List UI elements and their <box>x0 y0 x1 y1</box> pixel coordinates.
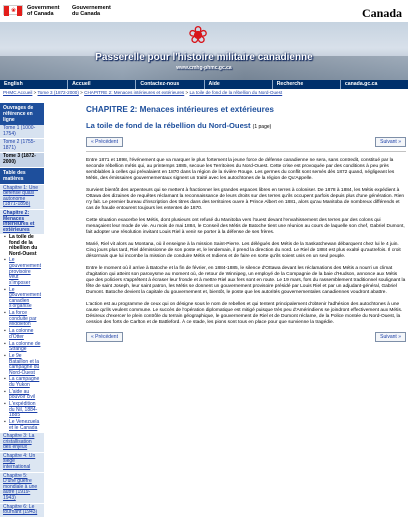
menu-canada-gc-ca-link[interactable]: canada.gc.ca <box>344 81 378 87</box>
page-count: (1 page) <box>252 124 272 130</box>
pager-top <box>86 137 406 147</box>
canada-flag-icon: ❀ <box>3 5 23 15</box>
canada-wordmark: Canada <box>361 6 402 20</box>
nav-chapter-link[interactable]: Chapitre 6: Le tournant (1943) <box>0 504 44 517</box>
common-menu-bar <box>0 80 408 89</box>
nav-chapter-link[interactable]: Chapitre 5: D'une guerre mondiale à une autre (1919-1943) <box>0 473 44 503</box>
nav-chapter-link[interactable]: Chapitre 3: La cristallisation des enjeux <box>0 433 44 452</box>
government-header <box>0 0 408 22</box>
paragraph: Entre 1871 et 1898, l'événement que va marquer le plus fortement la jeune force de défense canadienne ne sera, sans contredit, constitué par la seconde rébellion métis qui, au printemps 1885, secoue les Territoires du Nord-Ouest. Cette crise est provoquée par des conditions à peu près semblables à celles qui prévalaient en 1870 dans la région de la rivière Rouge. Les germes du conflit sont semés dès 1872 quand, négligeant les Métis, des émissaires gouvernementaux signent un traité avec les autochtones de la région de Qu'Appelle. <box>86 158 395 181</box>
menu-contactez-nous-link[interactable]: Contactez-nous <box>136 80 204 89</box>
breadcrumb-chapter2-link[interactable]: CHAPITRE 2: Menaces intérieures et extérieures <box>84 90 185 95</box>
paragraph: Marié, Riel vit alors au Montana, où il enseigne à la mission Saint-Pierre. Les délégués des Métis de la Saskatchewan débarquent chez lui le 4 juin. Cinq jours plus tard, Riel démissionne de son poste et, le lendemain, il prend la direction du nord. Le Riel de 1884 est plus exalté qu'autrefois. Il croit désormais que lui incombe la mission de conduire Métis et Indiens et de faire en sorte qu'ils soient unis en un seul peuple. <box>86 242 401 259</box>
gouvernement-du-canada-label: Gouvernement du Canada <box>72 5 111 17</box>
nav-section-link[interactable]: ▪ Le 9e Bataillon et la campagne du Nord-Ouest <box>0 353 44 377</box>
breadcrumb-current-link[interactable]: La toile de fond de la rébellion du Nord-Ouest <box>189 90 283 95</box>
toc-heading: Table des matières <box>0 168 44 184</box>
divider <box>86 151 406 152</box>
maple-leaf-icon: ❀ <box>188 22 209 49</box>
nav-section-link[interactable]: ▪ La colonne d'Otter <box>0 329 44 341</box>
site-title: Passerelle pour l'histoire militaire canadienne <box>95 52 313 63</box>
next-button-top[interactable]: Suivant » <box>375 137 406 147</box>
article-body <box>86 158 406 326</box>
left-navigation <box>0 103 44 516</box>
menu-english-link[interactable]: English <box>0 80 68 89</box>
site-url: www.cmhg-phmc.gc.ca <box>176 65 232 71</box>
nav-section-link[interactable]: ▪ La toile de fond de la rébellion du Nord-Ouest <box>0 234 44 258</box>
previous-button-top[interactable]: « Précédent <box>86 137 123 147</box>
nav-section-link[interactable]: ▪ Le gouvernement canadien s'organise <box>0 287 44 311</box>
menu-accueil-link[interactable]: Accueil <box>68 80 136 89</box>
paragraph: Survient bientôt des arpenteurs qui se mettent à fractionner les grandes espaces libres en terres à coloniser. De 1878 à 1884, les Métis expédient à Ottawa des dizaines de requêtes réclamant la reconnaissance de leurs droits sur des terres qu'ils occupent parfois depuis plus d'une génération. Rien n'y fait. Le premier bureau d'inscription des titres dans des territoires ouvre à Prince Albert en 1881, alors qu'au Manitoba de nombreux différends et cas de fraude entourent toujours les ententes de 1870. <box>86 188 405 211</box>
page-title: La toile de fond de la rébellion du Nord-Ouest (1 page) <box>86 121 272 130</box>
next-button-bottom[interactable]: Suivant » <box>375 332 406 342</box>
menu-aide-link[interactable]: Aide <box>205 80 273 89</box>
nav-tome-3[interactable]: Tome 3 (1872-2000) <box>0 153 44 167</box>
breadcrumb-tome3-link[interactable]: Tome 3 (1872-2000) <box>37 90 79 95</box>
nav-tome-1[interactable]: Tome 1 (1000-1754) <box>0 125 44 139</box>
nav-section-link[interactable]: ▪ L'expédition du Nil, 1884-1885 <box>0 402 44 420</box>
menu-recherche-link[interactable]: Recherche <box>273 80 341 89</box>
nav-section-link[interactable]: ▪ Le Venezuela et le Canada <box>0 420 44 432</box>
site-banner <box>0 22 408 80</box>
nav-section-link[interactable]: ▪ La colonne de Strange <box>0 341 44 353</box>
paragraph: Cette situation exacerbe les Métis, dont plusieurs ont refusé du Manitoba vers l'ouest devant l'envahissement des terres par des colons qui menaçaient leur mode de vie. Au mois de mai 1884, le Conseil des Métis de Batoche tient une réunion au cours de laquelle son chef, Gabriel Dumont, fait adopter une résolution invitant Louis Riel à venir se porter à la défense de ses frères. <box>86 218 405 235</box>
government-of-canada-label: Government of Canada <box>27 5 60 17</box>
nav-heading: Ouvrages de référence en ligne <box>0 103 44 125</box>
nav-chapter-link[interactable]: Chapitre 2: Menaces intérieures et extérieures <box>0 210 44 234</box>
breadcrumb: PHMC Accueil > Tome 3 (1872-2000) > CHAPITRE 2: Menaces intérieures et extérieures > La toile de fond de la rébellion du Nord-Ouest <box>3 90 283 95</box>
previous-button-bottom[interactable]: « Précédent <box>86 332 123 342</box>
chapter-title: CHAPITRE 2: Menaces intérieures et extérieures <box>86 105 274 114</box>
nav-tome-2[interactable]: Tome 2 (1755-1871) <box>0 139 44 153</box>
breadcrumb-home-link[interactable]: PHMC Accueil <box>3 90 33 95</box>
pager-bottom <box>86 332 406 342</box>
paragraph: Entre le moment où il arrive à Batoche et la fin de février, en 1884-1885, le silence d'Ottawa devant les réclamations des Métis a nourri un climat d'agitation qui atteint son paroxysme au moment où, de retour de Winnipeg, un employé de la Compagnie de la baie d'Hudson, annonce aux Métis que des policiers s'apprêtent à écraser leur fronde et à mettre Riel aux fers sont en route. Le 19 mars, fors du rassemblement traditionnel soulignant la fête de saint Joseph, leur saint patron, les Métis se donnent un gouvernement provisoire présidé par Louis Riel et par un adjudant-général, Gabriel Dumont. Batoche devient la capitale du gouvernement et, bientôt, le poste que les autorités gouvernementales canadiennes voudront abattre. <box>86 266 406 295</box>
main-content <box>86 104 406 342</box>
nav-chapter-link[interactable]: Chapitre 1: Une défense quasi autonome (1871-1898) <box>0 185 44 209</box>
nav-section-link[interactable]: ▪ L'aide au pouvoir civil <box>0 389 44 401</box>
nav-section-link[interactable]: ▪ La campagne du Yukon <box>0 377 44 389</box>
paragraph: L'action est au programme de ceux qui on désigne sous le nom de rebelles et qui tentent principalement d'obtenir l'adhésion des autochtones à une cause qu'ils veulent commune. Le succès de l'opération diplomatique est mitigé puisque très peu d'Amérindiens se joindront effectivement aux Métis. Désireux d'exercer le plein contrôle du terrain géographique, le gouvernement de Riel et de Dumont réclame, de la Police montée du Nord-Ouest, la cession des forts de Carlton et de Battleford. À ce stade, les pions sont tous en place pour que survienne la tragédie. <box>86 302 403 325</box>
nav-section-link[interactable]: ▪ Le gouvernement provisoire veut s'imposer <box>0 258 44 287</box>
nav-section-link[interactable]: ▪ La force conduite par Middleton <box>0 311 44 329</box>
nav-chapter-link[interactable]: Chapitre 4: Un siège international <box>0 453 44 472</box>
